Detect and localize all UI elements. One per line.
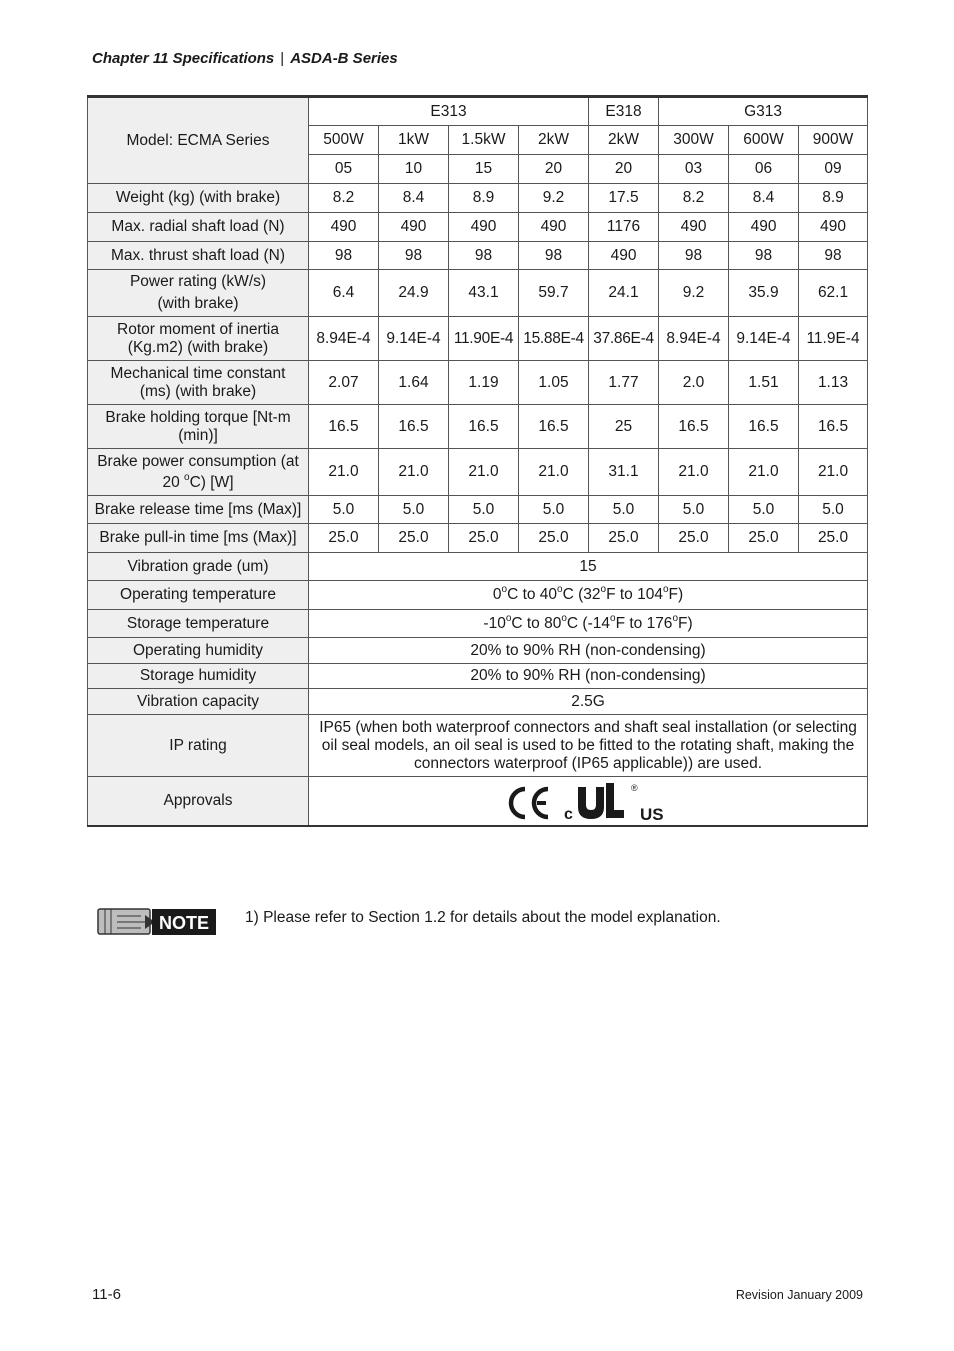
value-cell: 490 [519,213,589,242]
table-row [88,317,868,361]
value-cell: 98 [449,242,519,270]
value-cell: 25.0 [519,524,589,553]
code-cell: 09 [799,155,868,184]
value-cell: 59.7 [519,270,589,317]
power-cell: 1.5kW [449,126,519,155]
value-cell: 16.5 [449,405,519,449]
value-cell: 8.94E-4 [659,317,729,361]
row-label: Vibration grade (um) [88,553,309,581]
value-cell: 31.1 [589,449,659,496]
value-cell: 5.0 [449,496,519,524]
value-cell: 6.4 [309,270,379,317]
table-row [88,242,868,270]
value-cell: 490 [799,213,868,242]
row-label: Brake pull-in time [ms (Max)] [88,524,309,553]
svg-text:®: ® [631,782,638,793]
table-row [88,213,868,242]
value-cell: 37.86E-4 [589,317,659,361]
value-cell: 5.0 [589,496,659,524]
value-cell: 2.5G [309,689,868,715]
row-label: Storage temperature [88,610,309,638]
table-row [88,184,868,213]
code-cell: 06 [729,155,799,184]
value-cell: 43.1 [449,270,519,317]
value-cell: 24.1 [589,270,659,317]
value-cell: 25.0 [379,524,449,553]
value-cell: 9.14E-4 [729,317,799,361]
group-header: G313 [659,97,868,126]
row-label: Weight (kg) (with brake) [88,184,309,213]
value-cell: 16.5 [659,405,729,449]
value-cell: -10$^o$C to 80$^o$C (-14$^o$F to 176$^o$F) [309,610,868,638]
value-cell: 490 [449,213,519,242]
row-label: Max. thrust shaft load (N) [88,242,309,270]
value-cell: 490 [729,213,799,242]
value-cell: 16.5 [519,405,589,449]
note-text: 1) Please refer to Section 1.2 for details about the model explanation. [245,909,721,926]
value-cell: 5.0 [519,496,589,524]
power-cell: 1kW [379,126,449,155]
code-cell: 05 [309,155,379,184]
value-cell: 16.5 [379,405,449,449]
value-cell: 2.0 [659,361,729,405]
value-cell: 25.0 [799,524,868,553]
value-cell: 490 [589,242,659,270]
value-cell: 98 [379,242,449,270]
value-cell: 21.0 [729,449,799,496]
value-cell: 16.5 [799,405,868,449]
row-label: Approvals [88,777,309,826]
value-cell: 5.0 [379,496,449,524]
value-cell: 1.19 [449,361,519,405]
chapter-title: Chapter 11 Specifications [92,50,275,67]
page-header [92,50,398,67]
value-cell: 25.0 [589,524,659,553]
power-cell: 2kW [589,126,659,155]
row-label: Vibration capacity [88,689,309,715]
value-cell: 16.5 [729,405,799,449]
value-cell: 98 [659,242,729,270]
power-cell: 2kW [519,126,589,155]
row-label: Operating humidity [88,638,309,664]
code-cell: 20 [589,155,659,184]
value-cell: 8.4 [729,184,799,213]
value-cell: 21.0 [659,449,729,496]
value-cell: 21.0 [309,449,379,496]
value-cell: 2.07 [309,361,379,405]
value-cell: 25.0 [309,524,379,553]
table-row [88,638,868,664]
value-cell: 62.1 [799,270,868,317]
value-cell: 5.0 [309,496,379,524]
table-row [88,496,868,524]
value-cell: 8.9 [799,184,868,213]
row-label: Power rating (kW/s) (with brake) [88,270,309,317]
value-cell: 0$^o$C to 40$^o$C (32$^o$F to 104$^o$F) [309,581,868,610]
value-cell: 16.5 [309,405,379,449]
value-cell: 25.0 [449,524,519,553]
code-cell: 20 [519,155,589,184]
value-cell: 8.4 [379,184,449,213]
value-cell: 98 [729,242,799,270]
ce-ul-logo [503,779,673,823]
value-cell: 5.0 [799,496,868,524]
value-cell: 20% to 90% RH (non-condensing) [309,664,868,689]
row-label: Operating temperature [88,581,309,610]
value-cell: 21.0 [799,449,868,496]
row-label: IP rating [88,715,309,777]
table-row [88,610,868,638]
value-cell: 25.0 [729,524,799,553]
value-cell: 9.14E-4 [379,317,449,361]
svg-text:c: c [564,805,573,823]
table-row [88,664,868,689]
note-label: NOTE [158,913,210,933]
value-cell: 8.9 [449,184,519,213]
power-cell: 600W [729,126,799,155]
model-label: Model: ECMA Series [88,97,309,184]
row-label: Brake release time [ms (Max)] [88,496,309,524]
value-cell: 9.2 [659,270,729,317]
value-cell: 24.9 [379,270,449,317]
value-cell: 15 [309,553,868,581]
approval-logos [309,777,868,826]
value-cell: 8.2 [659,184,729,213]
value-cell: 98 [799,242,868,270]
row-label: Mechanical time constant (ms) (with brake) [88,361,309,405]
header-separator: | [280,50,285,67]
ul-mark-icon [564,783,664,823]
value-cell: 490 [309,213,379,242]
value-cell: 8.94E-4 [309,317,379,361]
table-row [88,689,868,715]
value-cell: 21.0 [379,449,449,496]
code-cell: 03 [659,155,729,184]
power-cell: 300W [659,126,729,155]
table-row [88,777,868,826]
value-cell: 1.13 [799,361,868,405]
table-row [88,405,868,449]
page-number: 11-6 [92,1286,121,1303]
value-cell: 1.77 [589,361,659,405]
value-cell: 21.0 [519,449,589,496]
value-cell: 1176 [589,213,659,242]
table-row [88,524,868,553]
row-label: Brake holding torque [Nt-m (min)] [88,405,309,449]
ce-mark-icon [511,789,548,817]
value-cell: 8.2 [309,184,379,213]
table-row [88,715,868,777]
value-cell: 98 [519,242,589,270]
row-label: Rotor moment of inertia (Kg.m2) (with brake) [88,317,309,361]
group-header: E318 [589,97,659,126]
value-cell: 5.0 [729,496,799,524]
value-cell: 1.51 [729,361,799,405]
value-cell: 25.0 [659,524,729,553]
value-cell: 490 [379,213,449,242]
value-cell: 20% to 90% RH (non-condensing) [309,638,868,664]
value-cell: 35.9 [729,270,799,317]
power-cell: 900W [799,126,868,155]
ip-rating-text: IP65 (when both waterproof connectors and shaft seal installation (or selecting oil seal models, an oil seal is used to be fitted to the rotating shaft, making the connectors waterproof (IP65 applicable)) are used. [309,715,868,777]
specifications-table [87,95,868,827]
table-row [88,270,868,317]
revision-date: Revision January 2009 [735,1288,863,1302]
row-label: Storage humidity [88,664,309,689]
value-cell: 9.2 [519,184,589,213]
table-row [88,581,868,610]
value-cell: 11.9E-4 [799,317,868,361]
table-row [88,449,868,496]
value-cell: 15.88E-4 [519,317,589,361]
value-cell: 1.05 [519,361,589,405]
series-title: ASDA-B Series [290,50,398,67]
row-label: Brake power consumption (at 20 $^o$C) [W] [88,449,309,496]
table-row [88,553,868,581]
value-cell: 17.5 [589,184,659,213]
value-cell: 490 [659,213,729,242]
group-header: E313 [309,97,589,126]
note-badge [97,907,217,942]
code-cell: 15 [449,155,519,184]
code-cell: 10 [379,155,449,184]
value-cell: 1.64 [379,361,449,405]
value-cell: 21.0 [449,449,519,496]
value-cell: 5.0 [659,496,729,524]
row-label: Max. radial shaft load (N) [88,213,309,242]
table-row [88,361,868,405]
svg-text:US: US [640,804,664,823]
note-icon [97,907,217,937]
power-cell: 500W [309,126,379,155]
value-cell: 11.90E-4 [449,317,519,361]
value-cell: 25 [589,405,659,449]
value-cell: 98 [309,242,379,270]
